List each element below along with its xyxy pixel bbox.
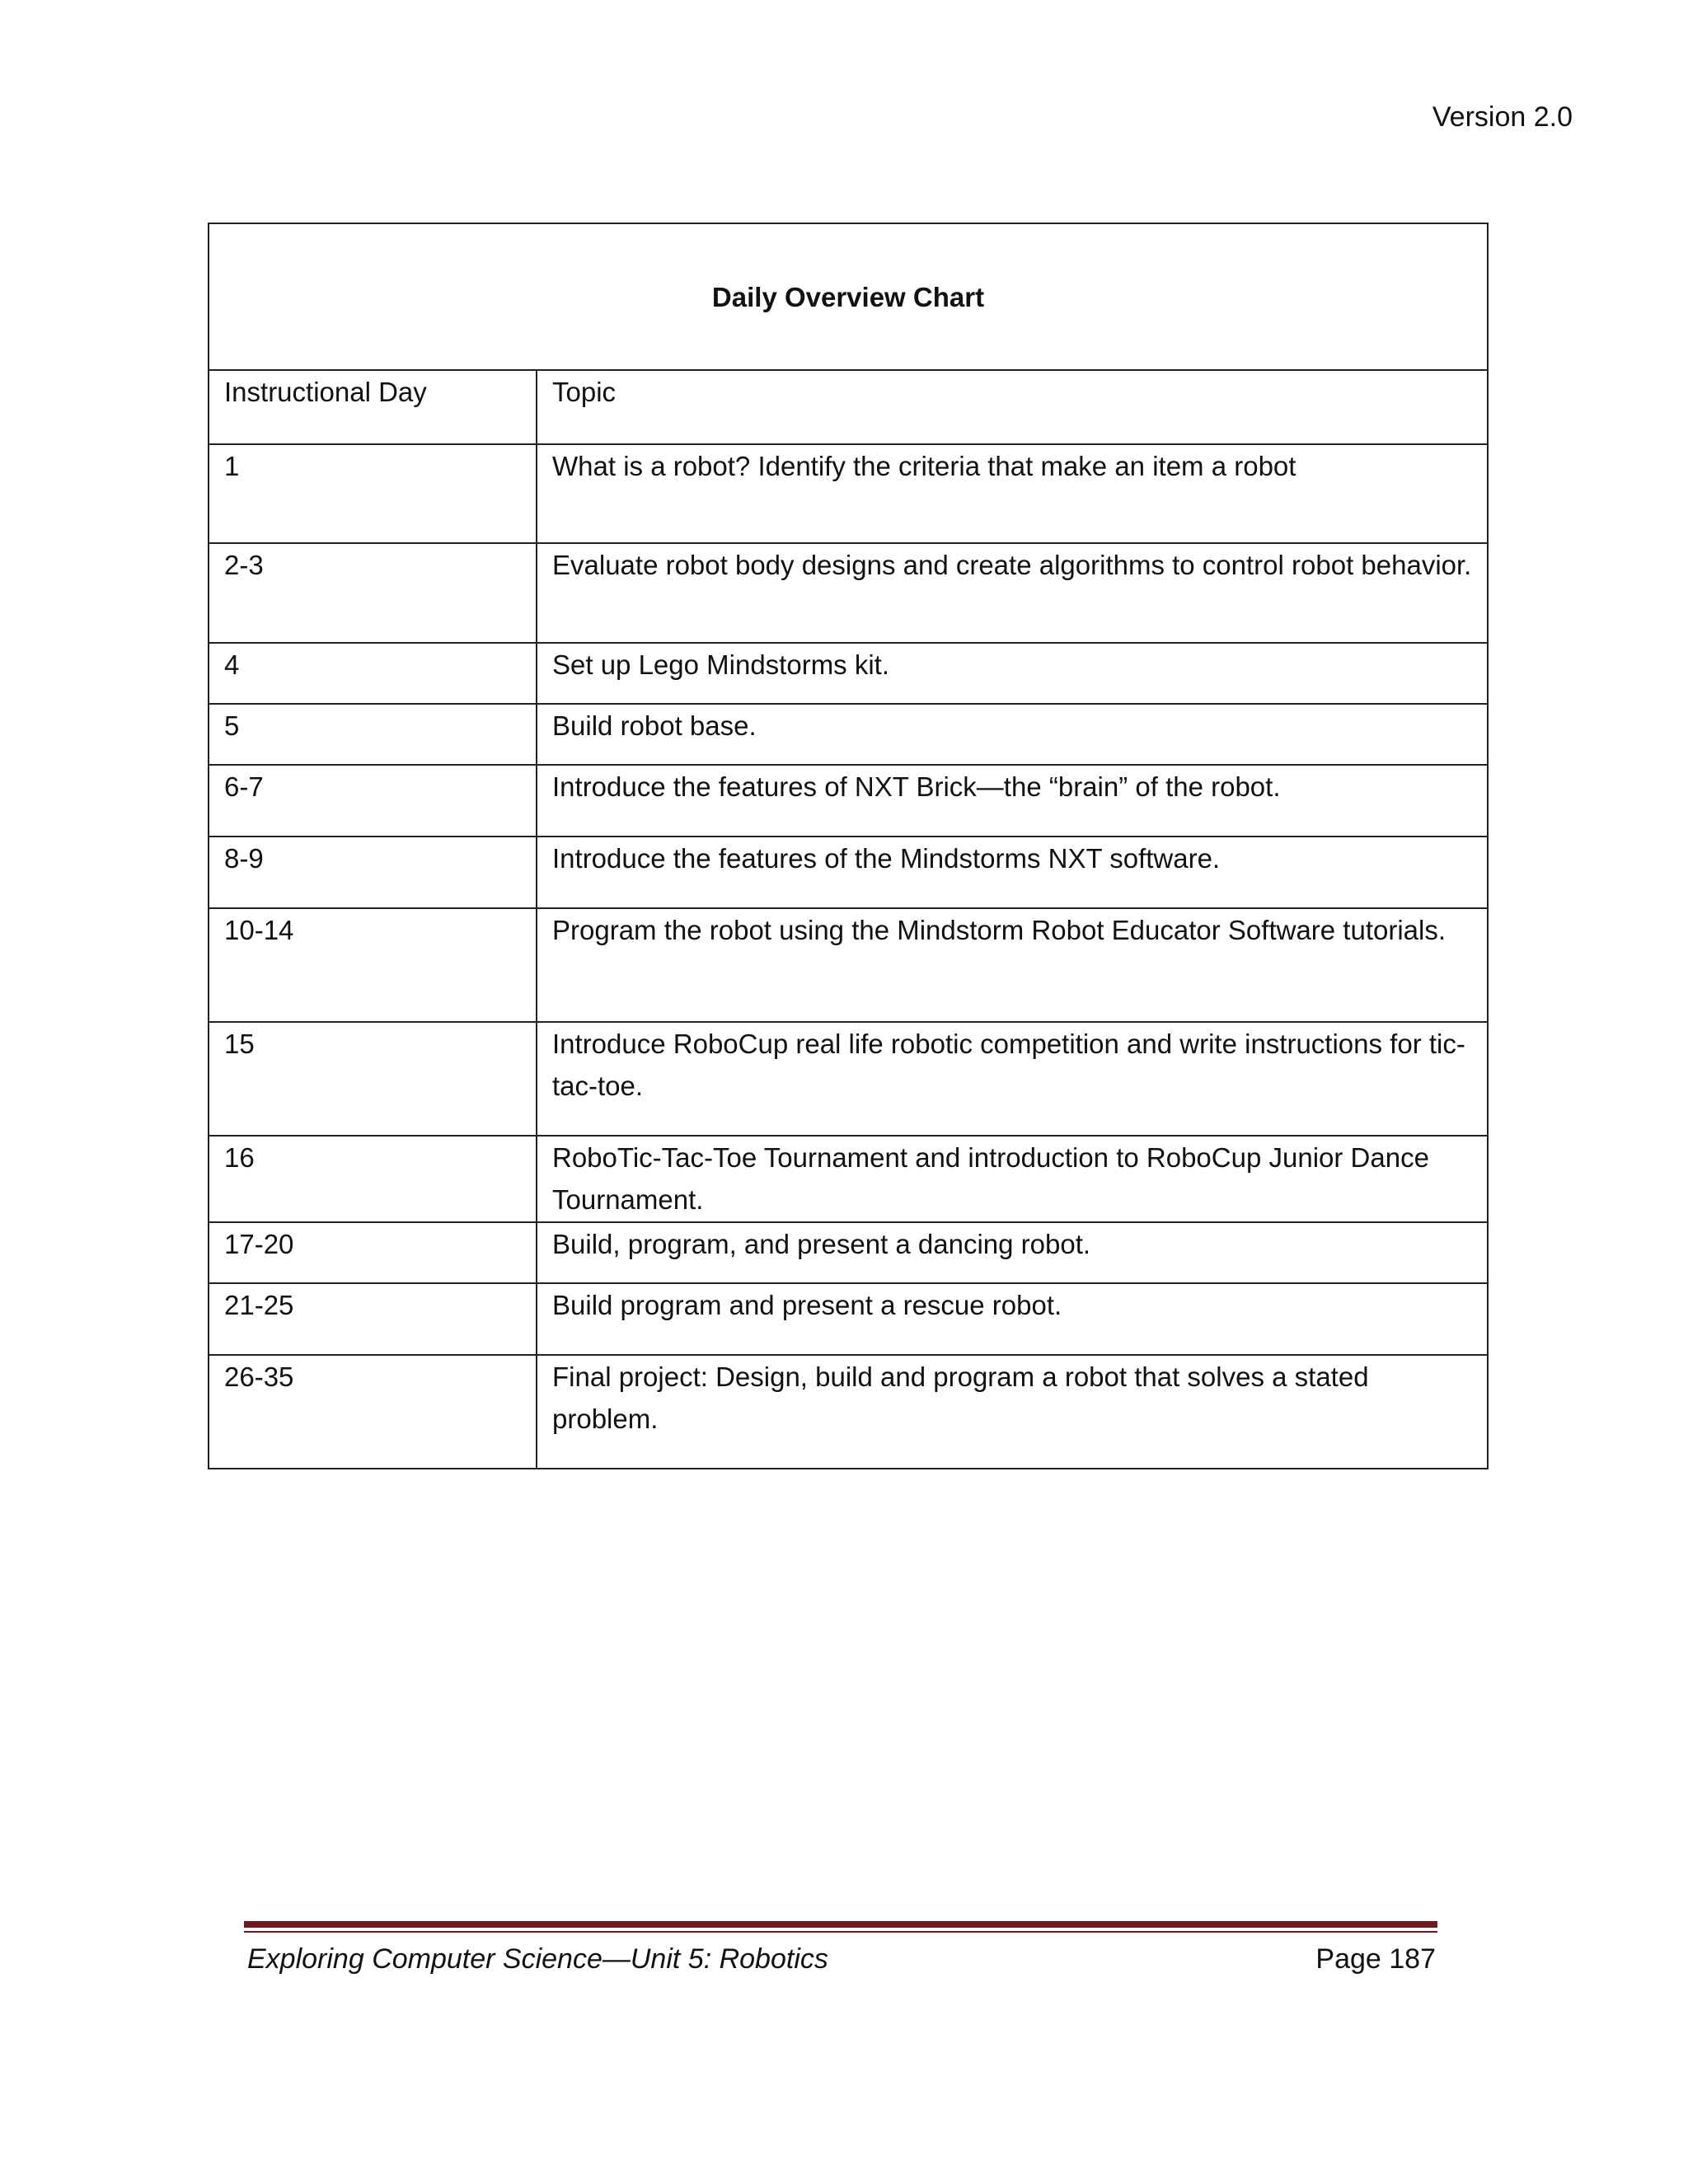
table-row [209, 1355, 1488, 1469]
table-row [209, 1222, 1488, 1283]
topic-cell: Set up Lego Mindstorms kit. [537, 643, 1488, 704]
column-header-day: Instructional Day [209, 370, 537, 444]
version-label: Version 2.0 [1432, 101, 1573, 133]
topic-cell: Introduce the features of the Mindstorms NXT software. [537, 837, 1488, 908]
table-row [209, 1022, 1488, 1136]
table-row [209, 543, 1488, 643]
table-row [209, 444, 1488, 543]
topic-cell: Build robot base. [537, 704, 1488, 765]
day-cell: 6-7 [209, 765, 537, 837]
topic-cell: Program the robot using the Mindstorm Robot Educator Software tutorials. [537, 908, 1488, 1022]
table-row [209, 1283, 1488, 1355]
day-cell: 17-20 [209, 1222, 537, 1283]
day-cell: 8-9 [209, 837, 537, 908]
topic-cell: What is a robot? Identify the criteria that make an item a robot [537, 444, 1488, 543]
footer-rule [244, 1921, 1437, 1928]
topic-cell: Evaluate robot body designs and create algorithms to control robot behavior. [537, 543, 1488, 643]
daily-overview-table-container [208, 223, 1487, 1469]
table-title-cell [209, 223, 1488, 370]
day-cell: 15 [209, 1022, 537, 1136]
table-title-row [209, 223, 1488, 370]
table-row [209, 643, 1488, 704]
topic-cell: Introduce RoboCup real life robotic competition and write instructions for tic-tac-toe. [537, 1022, 1488, 1136]
table-header-row [209, 370, 1488, 444]
topic-cell: Build program and present a rescue robot. [537, 1283, 1488, 1355]
day-cell: 26-35 [209, 1355, 537, 1469]
table-row [209, 908, 1488, 1022]
column-header-topic: Topic [537, 370, 1488, 444]
topic-cell: Build, program, and present a dancing robot. [537, 1222, 1488, 1283]
topic-cell: Final project: Design, build and program a robot that solves a stated problem. [537, 1355, 1488, 1469]
day-cell: 5 [209, 704, 537, 765]
day-cell: 10-14 [209, 908, 537, 1022]
day-cell: 21-25 [209, 1283, 537, 1355]
table-title: Daily Overview Chart [711, 281, 985, 312]
topic-cell: RoboTic-Tac-Toe Tournament and introduction to RoboCup Junior Dance Tournament. [537, 1136, 1488, 1222]
table-row [209, 765, 1488, 837]
table-row [209, 837, 1488, 908]
day-cell: 4 [209, 643, 537, 704]
day-cell: 1 [209, 444, 537, 543]
footer-page-number: Page 187 [1315, 1943, 1436, 1975]
day-cell: 16 [209, 1136, 537, 1222]
daily-overview-table [208, 223, 1489, 1469]
topic-cell: Introduce the features of NXT Brick—the “brain” of the robot. [537, 765, 1488, 837]
footer-course-title: Exploring Computer Science—Unit 5: Robotics [247, 1943, 828, 1975]
table-row [209, 1136, 1488, 1222]
table-row [209, 704, 1488, 765]
footer-rule-thin [244, 1931, 1437, 1933]
day-cell: 2-3 [209, 543, 537, 643]
